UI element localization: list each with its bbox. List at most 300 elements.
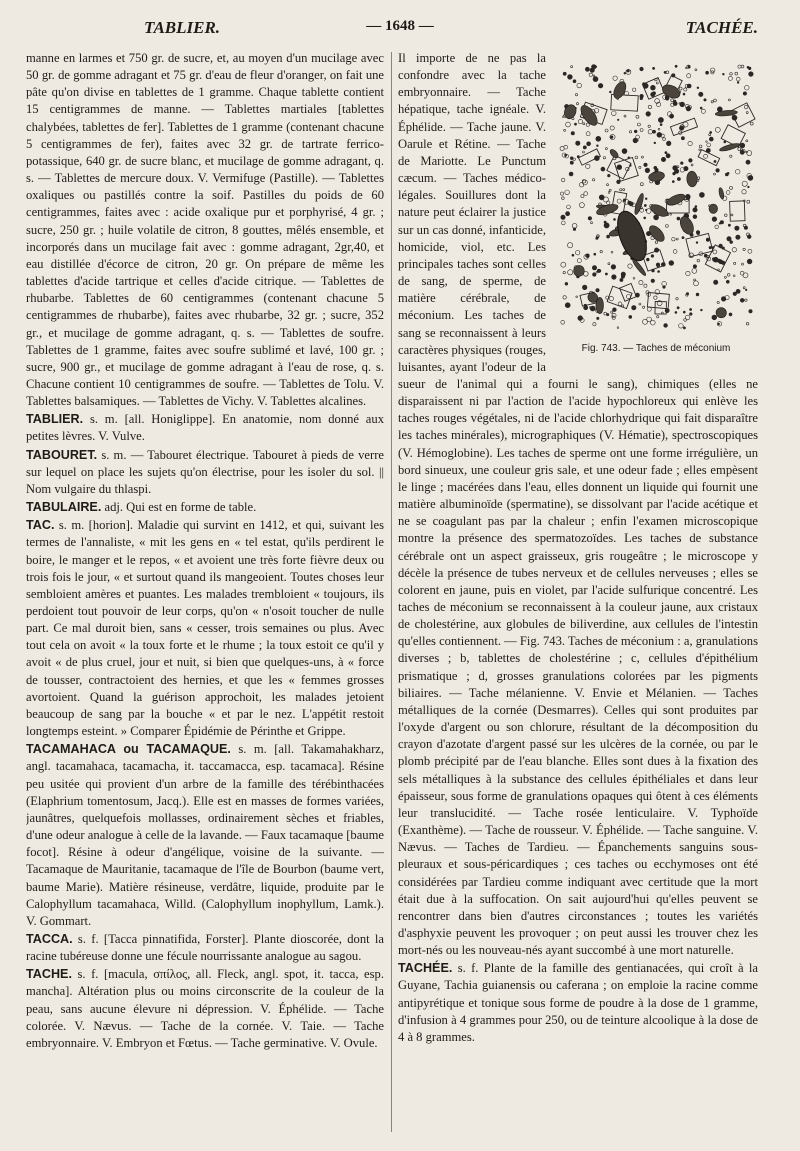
granulation-mark	[586, 254, 590, 258]
granulation-mark	[570, 157, 573, 160]
granulation-mark	[645, 168, 650, 173]
granulation-mark	[687, 74, 691, 78]
granulation-mark	[694, 279, 696, 281]
granulation-mark	[641, 156, 643, 158]
granulation-mark	[714, 160, 716, 162]
granulation-mark	[598, 83, 603, 88]
granulation-mark	[654, 215, 659, 220]
granulation-mark	[608, 192, 610, 194]
granulation-mark	[704, 99, 706, 101]
granulation-mark	[728, 99, 730, 101]
granulation-mark	[716, 169, 720, 173]
granulation-mark	[690, 308, 692, 310]
granulation-mark	[712, 315, 717, 320]
cholesterol-plate-mark	[607, 286, 632, 308]
granulation-mark	[699, 145, 702, 148]
entry-tacca	[26, 931, 384, 965]
granulation-mark	[566, 122, 571, 127]
granulation-mark	[663, 286, 666, 289]
granulation-mark	[591, 222, 593, 224]
granulation-mark	[686, 271, 690, 275]
granulation-mark	[600, 250, 602, 252]
granulation-mark	[750, 122, 753, 125]
granulation-mark	[697, 177, 700, 180]
granulation-mark	[746, 322, 749, 325]
granulation-mark	[657, 316, 659, 318]
meconium-illustration	[554, 58, 758, 336]
granulation-mark	[699, 92, 703, 96]
granulation-mark	[617, 327, 619, 329]
granulation-mark	[561, 178, 565, 182]
granulation-mark	[707, 143, 711, 147]
granulation-mark	[661, 157, 665, 161]
granulation-mark	[653, 67, 655, 69]
large-granulation-mark	[612, 207, 652, 264]
granulation-mark	[737, 82, 739, 84]
granulation-mark	[691, 164, 693, 166]
entry-tache	[26, 966, 384, 1052]
granulation-mark	[576, 251, 580, 255]
granulation-mark	[645, 198, 647, 200]
granulation-mark	[617, 165, 622, 170]
granulation-mark	[677, 307, 679, 309]
granulation-mark	[709, 134, 711, 136]
granulation-mark	[735, 169, 740, 174]
granulation-mark	[677, 217, 680, 220]
granulation-mark	[566, 212, 570, 216]
granulation-mark	[717, 301, 719, 303]
definition-tac: s. m. [horion]. Maladie qui survint en 1412, et qui, suivant les termes de l'annaliste, « mit les gens en « tel estat, qu'ils perdirent le boire, le manger et le repos, « et avoient une très forte fièvre deux ou trois fois le jour, « et surtout quand ils mangeoient. Toutes choses leur sembloient amères et puantes. Les malades trembloient « toujours, ils perdoient tout pouvoir de leur corps, qu'on « n'osoit toucher de nulle part. Ce mal duroit bien, sans « cesser, trois semaines ou plus. Avec tout cela on avoit « la toux forte et le rhume ; la toux estoit ce qu'il y avoit « de plus cruel, jour et nuit, si bien que quelques-uns, à « force de tousser, contractoient des hernies, et que les « femmes grosses avortoient. Quand la guérison approchoit, les malades jetoient beaucoup de sang par la bouche « et par le nez. L'appétit restoit longtemps esteint. » Comparer Épidémie de Périnthe et Grippe.	[26, 518, 384, 739]
right-column	[398, 50, 758, 1140]
granulation-mark	[609, 296, 613, 300]
granulation-mark	[592, 266, 596, 270]
granulation-mark	[610, 126, 614, 130]
granulation-mark	[685, 315, 690, 320]
granulation-mark	[561, 320, 565, 324]
granulation-mark	[727, 172, 729, 174]
cell-mark	[648, 171, 665, 183]
granulation-mark	[749, 72, 754, 77]
granulation-mark	[594, 253, 596, 255]
granulation-mark	[573, 80, 576, 83]
granulation-mark	[732, 248, 736, 252]
cholesterol-plate-mark	[730, 201, 745, 221]
granulation-mark	[711, 68, 715, 72]
granulation-mark	[567, 205, 571, 209]
granulation-mark	[709, 137, 713, 141]
definition-tablier: s. m. [all. Honiglippe]. En anatomie, nom donné aux petites lèvres. V. Vulve.	[26, 412, 384, 444]
granulation-mark	[563, 271, 565, 273]
granulation-mark	[731, 214, 733, 216]
header-right-word: TACHÉE.	[685, 18, 758, 37]
granulation-mark	[587, 142, 591, 146]
granulation-mark	[742, 181, 747, 186]
granulation-mark	[635, 156, 638, 159]
granulation-mark	[640, 183, 643, 186]
running-header	[0, 18, 800, 42]
granulation-mark	[745, 85, 750, 90]
granulation-mark	[633, 88, 636, 91]
granulation-mark	[727, 274, 730, 277]
granulation-mark	[570, 161, 573, 164]
granulation-mark	[563, 72, 566, 75]
granulation-mark	[640, 97, 643, 100]
granulation-mark	[681, 137, 684, 140]
granulation-mark	[679, 103, 681, 105]
granulation-mark	[744, 226, 747, 229]
granulation-mark	[730, 73, 733, 76]
granulation-mark	[673, 166, 678, 171]
granulation-mark	[677, 177, 680, 180]
granulation-mark	[577, 83, 582, 88]
granulation-mark	[715, 127, 720, 132]
granulation-mark	[723, 73, 725, 75]
granulation-mark	[735, 72, 738, 75]
granulation-mark	[710, 131, 712, 133]
granulation-mark	[699, 149, 701, 151]
granulation-mark	[604, 312, 607, 315]
granulation-mark	[578, 119, 582, 123]
granulation-mark	[747, 200, 750, 203]
granulation-mark	[713, 250, 717, 254]
granulation-mark	[651, 279, 655, 283]
granulation-mark	[690, 313, 693, 316]
granulation-mark	[612, 313, 616, 317]
granulation-mark	[607, 184, 609, 186]
granulation-mark	[665, 309, 669, 313]
granulation-mark	[617, 180, 621, 184]
granulation-mark	[658, 117, 663, 122]
granulation-mark	[613, 308, 617, 312]
cell-mark	[686, 171, 697, 187]
granulation-mark	[583, 146, 586, 149]
granulation-mark	[576, 296, 578, 298]
granulation-mark	[655, 168, 658, 171]
entry-tabouret	[26, 447, 384, 498]
granulation-mark	[683, 311, 685, 313]
granulation-mark	[683, 93, 685, 95]
granulation-mark	[585, 67, 589, 71]
granulation-mark	[590, 68, 594, 72]
granulation-mark	[734, 262, 736, 264]
granulation-mark	[582, 285, 587, 290]
granulation-mark	[597, 145, 599, 147]
granulation-mark	[673, 250, 677, 254]
cell-mark	[660, 82, 682, 101]
granulation-mark	[666, 154, 670, 158]
granulation-mark	[562, 197, 565, 200]
granulation-mark	[706, 238, 709, 241]
granulation-mark	[718, 323, 720, 325]
granulation-mark	[620, 278, 623, 281]
granulation-mark	[689, 159, 693, 163]
granulation-mark	[743, 287, 745, 289]
tache-continued: Il importe de ne pas la confondre avec la tache embryonnaire. — Tache hépatique, tache ignéale. V. Éphélide. — Tache jaune. V. Oarule et Rétine. — Tache de Mariotte. Le Punctum cæcum. — Taches médico-légales. Souillures dont la nature peut éclairer la justice sur un cas donné, infanticide, homicide, viol, etc. Les principales taches sont celles de sang, de sperme, de matière cérébrale, de méconium. Les taches de sang se reconnaissent à leurs caractères physiques (rouges, luisantes, ayant l'odeur de la sueur de l'animal qui a fourni le sang), chimiques (elles ne disparaissent ni par l'action de l'acide hypochloreux qui enlève les taches rouges végétales, ni de l'acide chlorhydrique qui fait disparaître les taches minérales), micrographiques (V. Hématie), spectroscopiques (V. Hémoglobine). Les taches de sperme ont une forme irrégulière, un bord sinueux, une couleur gris sale, et une odeur fade ; elles empèsent le linge ; macérées dans l'eau, elles donnent un liquide qui fournit une matière albuminoïde (spermatine), se dissolvant par l'acide acétique et ne se coagulant pas par la chaleur ; enfin l'examen microscopique montre la présence des spermatozoïdes. Les taches de substance cérébrale ont un aspect graisseux, gris rougeâtre ; le microscope y décèle la présence de tubes nerveux et de cellules nerveuses ; elles se colorent en jaune, puis en violet, par l'acide sulfurique concentré. Les taches de méconium se reconnaissent à la couleur jaune, aux cristaux de cholestérine, aux globules de biliverdine, aux cellules de l'intestin qu'elles contiennent. — Fig. 743. Taches de méconium : a, granulations diverses ; b, tablettes de cholestérine ; c, cellules d'épithélium prismatique ; d, grosses granulations colorées par les pigments biliaires. — Tache mélanienne. V. Envie et Mélanien. — Taches métalliques de la cornée (Desmarres). Celles qui sont produites par l'oxyde d'argent ou son chlorure, résultant de la décomposition du crayon d'azotate d'argent passé sur les ulcères de la cornée, ou par le plomb précipité par de l'eau blanche. Elles sont dues à la fixation des sels métalliques à la substance des cellules épithéliales et dans leur épaisseur, sous forme de granulations opaques qui ôtent à ces éléments leur translucidité. — Tache rosée lenticulaire. V. Typhoïde (Exanthème). — Tache de rousseur. V. Éphélide. — Tache sanguine. V. Nævus. — Taches de Tardieu. — Épanchements sanguins sous-pleuraux et sous-péricardiques ; ces taches ou ecchymoses ont été considérées par Tardieu comme indiquant avec certitude que la mort était due à la suffocation. On sait aujourd'hui qu'elles peuvent se rencontrer dans bien d'autres circonstances ; toutes les variétés d'asphyxie peuvent les provoquer ; on peut aussi les trouver chez les mort-nés ou les nouveau-nés ayant succombé à une mort naturelle.	[398, 51, 758, 958]
headword-tache: TACHE.	[26, 967, 72, 982]
granulation-mark	[568, 270, 573, 275]
granulation-mark	[645, 209, 647, 211]
granulation-mark	[568, 243, 573, 248]
granulation-mark	[599, 195, 604, 200]
granulation-mark	[696, 293, 699, 296]
granulation-mark	[646, 258, 649, 261]
granulation-mark	[607, 235, 610, 238]
definition-tacca: s. f. [Tacca pinnatifida, Forster]. Plante dioscorée, dont la racine tubéreuse donne une fécule nourrissante analogue au sagou.	[26, 931, 384, 964]
definition-tachee: s. f. Plante de la famille des gentianacées, qui croît à la Guyane, Tachia guianensis ou caferana ; on emploie la racine comme antipyrétique et tonique sous forme de poudre à la dose de 1 gramme, d'infusion à 4 grammes pour 250, ou de teinture alcoolique à la dose de 4 à 8 grammes.	[398, 961, 758, 1044]
granulation-mark	[622, 149, 627, 154]
granulation-mark	[595, 66, 597, 68]
granulation-mark	[582, 151, 584, 153]
granulation-mark	[612, 275, 617, 280]
definition-tabouret: s. m. — Tabouret électrique. Tabouret à pieds de verre sur lequel on place les sujets qu'on électrise, pour les isoler du sol. || Nom vulgaire du thlaspi.	[26, 447, 384, 496]
granulation-mark	[675, 65, 677, 67]
cell-mark	[572, 264, 586, 278]
granulation-mark	[560, 192, 563, 195]
granulation-mark	[597, 269, 600, 272]
granulation-mark	[639, 280, 643, 284]
granulation-mark	[565, 190, 570, 195]
granulation-mark	[727, 237, 731, 241]
granulation-mark	[714, 173, 716, 175]
granulation-mark	[565, 154, 567, 156]
column-divider	[391, 52, 392, 1132]
granulation-mark	[643, 319, 648, 324]
granulation-mark	[724, 141, 726, 143]
granulation-mark	[653, 130, 656, 133]
granulation-mark	[596, 289, 599, 292]
granulation-mark	[695, 206, 697, 208]
headword-tacca: TACCA.	[26, 931, 73, 946]
granulation-mark	[726, 191, 730, 195]
headword-tacamahaca: TACAMAHACA ou TACAMAQUE.	[26, 742, 231, 757]
granulation-mark	[654, 142, 656, 144]
granulation-mark	[688, 141, 692, 145]
granulation-mark	[640, 129, 643, 132]
granulation-mark	[586, 132, 590, 136]
granulation-mark	[740, 143, 745, 148]
granulation-mark	[676, 238, 678, 240]
granulation-mark	[733, 292, 737, 296]
granulation-mark	[666, 141, 671, 146]
granulation-mark	[669, 261, 674, 266]
granulation-mark	[589, 73, 592, 76]
entry-tachee	[398, 960, 758, 1046]
granulation-mark	[714, 280, 718, 284]
granulation-mark	[697, 259, 700, 262]
granulation-mark	[601, 167, 605, 171]
granulation-mark	[651, 85, 656, 90]
granulation-mark	[738, 148, 741, 151]
granulation-mark	[704, 254, 707, 257]
granulation-mark	[629, 131, 631, 133]
granulation-mark	[564, 129, 566, 131]
granulation-mark	[693, 265, 696, 268]
granulation-mark	[683, 327, 685, 329]
granulation-mark	[706, 141, 708, 143]
granulation-mark	[576, 141, 580, 145]
granulation-mark	[563, 296, 566, 299]
granulation-mark	[572, 223, 577, 228]
granulation-mark	[658, 271, 660, 273]
headword-tablier: TABLIER.	[26, 412, 84, 427]
definition-tache: s. f. [macula, σπίλος, all. Fleck, angl. spot, it. tacca, esp. mancha]. Altération plus ou moins circonscrite de la couleur de la peau, sans aucune élevure ni dépression. V. Éphélide. — Tache colorée. V. Nævus. — Tache de la cornée. V. Taie. — Tache embryonnaire. V. Embryon et Fœtus. — Tache germinative. V. Ovule.	[26, 967, 384, 1050]
granulation-mark	[581, 195, 584, 198]
granulation-mark	[593, 77, 598, 82]
granulation-mark	[730, 241, 733, 244]
granulation-mark	[644, 204, 646, 206]
headword-tachee: TACHÉE.	[398, 961, 453, 976]
entry-tacamahaca	[26, 741, 384, 930]
granulation-mark	[746, 140, 748, 142]
granulation-mark	[605, 273, 607, 275]
granulation-mark	[586, 164, 590, 168]
granulation-mark	[634, 130, 637, 133]
granulation-mark	[740, 271, 744, 275]
entry-tac	[26, 517, 384, 740]
granulation-mark	[571, 132, 574, 135]
granulation-mark	[743, 92, 746, 95]
granulation-mark	[568, 75, 573, 80]
granulation-mark	[637, 123, 640, 126]
granulation-mark	[683, 122, 688, 127]
entry-tablier	[26, 411, 384, 445]
granulation-mark	[742, 263, 744, 265]
granulation-mark	[611, 251, 613, 253]
left-column	[26, 50, 384, 1140]
granulation-mark	[740, 298, 744, 302]
granulation-mark	[577, 259, 581, 263]
granulation-mark	[736, 235, 740, 239]
granulation-mark	[692, 269, 697, 274]
granulation-mark	[593, 75, 595, 77]
granulation-mark	[672, 181, 674, 183]
granulation-mark	[561, 262, 566, 267]
definition-tacamahaca: s. m. [all. Takamahakharz, angl. tacamahaca, tacamacha, it. taccamacca, esp. tacamaca]. Résine peu usitée qui provient d'un arbre de la famille des térébinthacées (Elaphrium tomentosum, Jacq.). Elle est en masses de formes variées, jaunâtres, quelquefois mollasses, ordinairement sèches et friables, d'une odeur analogue à celle de la lavande. — Faux tacamaque [baume focot]. Résine à odeur d'angélique, voisine de la suivante. — Tacamaque de Mauritanie, tacamaque de l'île de Bourbon (baume vert, baume Marie). Matière résineuse, verdâtre, liquide, produite par le Calophyllum tacamahaca, Willd. (Calophyllum inophyllum, Lamk.). V. Gommart.	[26, 742, 384, 928]
granulation-mark	[573, 228, 576, 231]
granulation-mark	[749, 310, 752, 313]
granulation-mark	[639, 166, 641, 168]
header-left-word: TABLIER.	[144, 18, 221, 37]
granulation-mark	[633, 277, 635, 279]
granulation-mark	[730, 155, 732, 157]
granulation-mark	[612, 111, 617, 116]
granulation-mark	[738, 65, 741, 68]
granulation-mark	[679, 324, 684, 329]
granulation-mark	[605, 129, 608, 132]
granulation-mark	[679, 87, 682, 90]
granulation-mark	[725, 214, 728, 217]
cell-mark	[665, 192, 686, 208]
granulation-mark	[604, 221, 606, 223]
granulation-mark	[606, 201, 610, 205]
granulation-mark	[575, 94, 577, 96]
granulation-mark	[664, 71, 666, 73]
granulation-mark	[729, 313, 732, 316]
granulation-mark	[748, 186, 750, 188]
granulation-mark	[640, 67, 644, 71]
granulation-mark	[644, 217, 646, 219]
granulation-mark	[629, 315, 632, 318]
granulation-mark	[676, 298, 678, 300]
granulation-mark	[715, 225, 719, 229]
granulation-mark	[579, 203, 584, 208]
granulation-mark	[730, 186, 733, 189]
granulation-mark	[743, 248, 745, 250]
granulation-mark	[617, 119, 619, 121]
granulation-mark	[611, 265, 616, 270]
granulation-mark	[714, 99, 717, 102]
granulation-mark	[647, 307, 651, 311]
granulation-mark	[701, 109, 705, 113]
granulation-mark	[686, 106, 691, 111]
cell-mark	[611, 80, 628, 101]
granulation-mark	[593, 323, 596, 326]
granulation-mark	[671, 99, 674, 102]
granulation-mark	[623, 189, 625, 191]
granulation-mark	[696, 231, 700, 235]
granulation-mark	[611, 311, 613, 313]
granulation-mark	[588, 217, 592, 221]
granulation-mark	[576, 103, 578, 105]
tablettes-continued: manne en larmes et 750 gr. de sucre, et, au moyen d'un mucilage avec 50 gr. de gomme adragant et 75 gr. d'eau de fleur d'oranger, on fait une pâte qu'on divise en tablettes de 1 gramme. Chaque tablette contient 15 centigrammes de manne. — Tablettes martiales [tablettes chalybées, tablettes de fer]. Tablettes de 1 gramme (contenant chacune 5 centigrammes de fer), faites avec 32 gr. de tartrate ferrico-potassique, 640 gr. de sucre blanc, et mucilage de gomme adragant, q. s. — Tablettes de mercure doux. V. Vermifuge (Pastille). — Tablettes oxaliques ou pastillés contre la soif. Pastilles du poids de 60 centigrammes, faites avec : acide oxalique pur et porphyrisé, 4 gr. ; sucre, 250 gr. ; huile volatile de citron, 8 gouttes, mêlés ensemble, et incorporés dans un mucilage fait avec : gomme adragant, 2gr,40, et eau distillée d'écorce de citron, 20 gr. On prépare de même les tablettes d'acide tartrique et celles d'acide citrique. — Tablettes de rhubarbe. Tablettes de 60 centigrammes (contenant chacune 5 centigrammes de rhubarbe), faites avec rhubarbe, 32 gr. ; sucre, 352 gr., et mucilage de gomme adragant, q. s. — Tablettes de soufre. Tablettes de 1 gramme, faites avec soufre sublimé et lavé, 100 gr. ; sucre, 900 gr., et mucilage de gomme adragant à l'eau de rose, q. s. Chacune contient 10 centigrammes de soufre. — Tablettes de Tolu. V. Tablettes balsamiques. — Tablettes de Vichy. V. Tablettes alcalines.	[26, 51, 384, 409]
granulation-mark	[621, 272, 625, 276]
granulation-mark	[662, 281, 667, 286]
granulation-mark	[643, 306, 645, 308]
granulation-mark	[565, 303, 570, 308]
granulation-mark	[665, 96, 667, 98]
granulation-mark	[609, 189, 611, 191]
definition-tabulaire: adj. Qui est en forme de table.	[104, 500, 257, 515]
granulation-mark	[746, 160, 750, 164]
granulation-mark	[682, 237, 684, 239]
granulation-mark	[744, 105, 748, 109]
granulation-mark	[666, 225, 669, 228]
granulation-mark	[733, 275, 735, 277]
headword-tabulaire: TABULAIRE.	[26, 500, 102, 515]
granulation-mark	[747, 259, 752, 264]
granulation-mark	[651, 255, 654, 258]
granulation-mark	[648, 105, 651, 108]
granulation-mark	[654, 296, 657, 299]
granulation-mark	[584, 192, 588, 196]
granulation-mark	[658, 128, 660, 130]
figure-743	[554, 58, 758, 360]
headword-tac: TAC.	[26, 518, 55, 533]
granulation-mark	[651, 92, 655, 96]
granulation-mark	[623, 200, 625, 202]
granulation-mark	[699, 192, 704, 197]
granulation-mark	[664, 324, 668, 328]
granulation-mark	[656, 82, 658, 84]
granulation-mark	[593, 273, 597, 277]
granulation-mark	[639, 303, 641, 305]
granulation-mark	[701, 309, 703, 311]
granulation-mark	[571, 66, 573, 68]
granulation-mark	[745, 299, 747, 301]
granulation-mark	[603, 157, 605, 159]
granulation-mark	[610, 136, 613, 139]
cell-mark	[718, 187, 725, 199]
granulation-mark	[604, 223, 609, 228]
granulation-mark	[614, 218, 616, 220]
granulation-mark	[728, 224, 730, 226]
granulation-mark	[644, 163, 648, 167]
granulation-mark	[618, 302, 622, 306]
page-number: — 1648 —	[366, 18, 434, 34]
cell-mark	[709, 204, 718, 213]
granulation-mark	[696, 242, 698, 244]
granulation-mark	[704, 154, 708, 158]
